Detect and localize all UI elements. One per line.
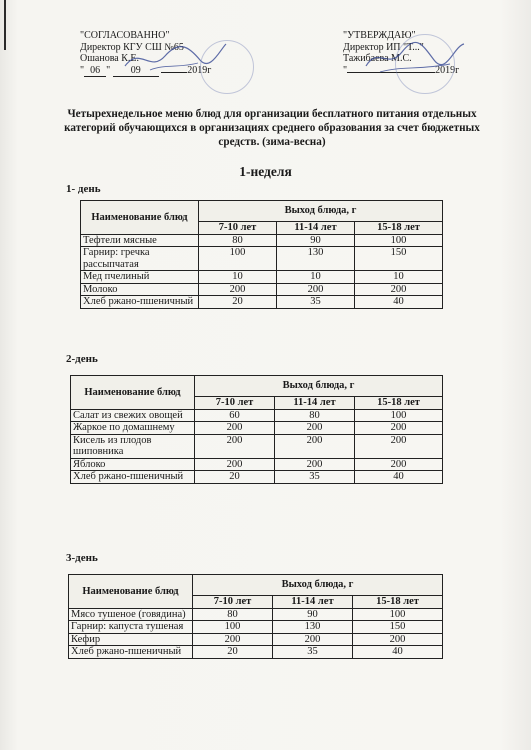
approval-right-position: Директор ИП "Т..." [343, 41, 424, 53]
portion-7-10: 60 [195, 409, 275, 422]
portion-11-14: 130 [273, 621, 353, 634]
table-row [71, 471, 443, 484]
approval-left-year: 2019г [187, 64, 212, 76]
dish-name: Жаркое по домашнему [71, 422, 195, 435]
portion-7-10: 100 [199, 247, 277, 271]
table-row [81, 296, 443, 309]
portion-15-18: 10 [355, 271, 443, 284]
dish-name: Гарнир: капуста тушеная [69, 621, 193, 634]
portion-7-10: 10 [199, 271, 277, 284]
portion-7-10: 80 [199, 234, 277, 247]
portion-15-18: 150 [353, 621, 443, 634]
header-age-11-14: 11-14 лет [273, 596, 353, 609]
stamp-seal-left [200, 40, 254, 94]
dish-name: Хлеб ржано-пшеничный [69, 646, 193, 659]
table-row [69, 633, 443, 646]
portion-15-18: 100 [355, 234, 443, 247]
menu-table-day-1 [80, 200, 443, 309]
header-age-11-14: 11-14 лет [277, 222, 355, 235]
day-label-2: 2-день [66, 353, 98, 365]
dish-name: Хлеб ржано-пшеничный [81, 296, 199, 309]
portion-7-10: 100 [193, 621, 273, 634]
portion-11-14: 35 [275, 471, 355, 484]
week-title: 1-неделя [239, 164, 292, 179]
header-dish: Наименование блюд [69, 575, 193, 609]
portion-7-10: 200 [195, 422, 275, 435]
portion-11-14: 200 [275, 422, 355, 435]
portion-7-10: 200 [199, 283, 277, 296]
portion-15-18: 200 [355, 422, 443, 435]
portion-15-18: 100 [355, 409, 443, 422]
table-row [71, 422, 443, 435]
header-age-15-18: 15-18 лет [355, 397, 443, 410]
approval-left-position: Директор КГУ СШ №65 [80, 41, 184, 53]
approval-left-date-quote-close: " [106, 64, 111, 76]
document-title: Четырехнедельное меню блюд для организации бесплатного питания отдельных категорий обучающихся в организациях среднего образования за счет бюджетных средств. (зима-весна) [64, 108, 480, 148]
portion-15-18: 40 [355, 471, 443, 484]
dish-name: Молоко [81, 283, 199, 296]
approval-left-date-day: 06 [84, 65, 106, 78]
approval-left-date-quote-open: " [80, 64, 85, 76]
dish-name: Кисель из плодов шиповника [71, 434, 195, 458]
dish-name: Мясо тушеное (говядина) [69, 608, 193, 621]
approval-right-name: Тажибаева М.С. [343, 53, 412, 64]
binder-mark [4, 0, 6, 50]
portion-11-14: 200 [275, 458, 355, 471]
stamp-seal-right [395, 34, 455, 94]
menu-table-day-3 [68, 574, 443, 659]
portion-15-18: 40 [353, 646, 443, 659]
dish-name: Яблоко [71, 458, 195, 471]
portion-11-14: 80 [275, 409, 355, 422]
portion-11-14: 200 [275, 434, 355, 458]
portion-15-18: 200 [353, 633, 443, 646]
approval-left-name: Ошанова К.Е. [80, 53, 140, 64]
approval-right-year: 2019г [435, 64, 460, 76]
dish-name: Гарнир: гречка рассыпчатая [81, 247, 199, 271]
portion-11-14: 200 [277, 283, 355, 296]
dish-name: Хлеб ржано-пшеничный [71, 471, 195, 484]
table-row [69, 646, 443, 659]
dish-name: Салат из свежих овощей [71, 409, 195, 422]
table-row [69, 621, 443, 634]
table-row [69, 608, 443, 621]
header-output: Выход блюда, г [199, 201, 443, 222]
table-row [81, 247, 443, 271]
table-row [71, 458, 443, 471]
header-output: Выход блюда, г [195, 376, 443, 397]
portion-7-10: 200 [193, 633, 273, 646]
day-label-3: 3-день [66, 552, 98, 564]
portion-7-10: 80 [193, 608, 273, 621]
portion-15-18: 40 [355, 296, 443, 309]
portion-11-14: 35 [277, 296, 355, 309]
portion-7-10: 20 [199, 296, 277, 309]
header-age-7-10: 7-10 лет [199, 222, 277, 235]
portion-11-14: 90 [277, 234, 355, 247]
portion-15-18: 200 [355, 283, 443, 296]
table-row [81, 234, 443, 247]
approval-left-heading: "СОГЛАСОВАННО" [80, 30, 170, 41]
dish-name: Тефтели мясные [81, 234, 199, 247]
table-row [71, 434, 443, 458]
portion-7-10: 200 [195, 458, 275, 471]
portion-15-18: 200 [355, 458, 443, 471]
portion-15-18: 150 [355, 247, 443, 271]
approval-right-heading: "УТВЕРЖДАЮ" [343, 30, 416, 41]
header-age-7-10: 7-10 лет [195, 397, 275, 410]
header-output: Выход блюда, г [193, 575, 443, 596]
portion-15-18: 100 [353, 608, 443, 621]
dish-name: Кефир [69, 633, 193, 646]
header-age-7-10: 7-10 лет [193, 596, 273, 609]
approval-left-date-month: 09 [113, 65, 159, 78]
portion-11-14: 200 [273, 633, 353, 646]
portion-7-10: 200 [195, 434, 275, 458]
header-age-15-18: 15-18 лет [355, 222, 443, 235]
portion-7-10: 20 [193, 646, 273, 659]
portion-11-14: 10 [277, 271, 355, 284]
header-dish: Наименование блюд [81, 201, 199, 235]
table-row [71, 409, 443, 422]
portion-11-14: 35 [273, 646, 353, 659]
menu-table-day-2 [70, 375, 443, 484]
approval-right-date-prefix: " [343, 64, 348, 76]
header-age-11-14: 11-14 лет [275, 397, 355, 410]
portion-7-10: 20 [195, 471, 275, 484]
header-age-15-18: 15-18 лет [353, 596, 443, 609]
portion-11-14: 90 [273, 608, 353, 621]
table-row [81, 283, 443, 296]
portion-11-14: 130 [277, 247, 355, 271]
dish-name: Мед пчелиный [81, 271, 199, 284]
day-label-1: 1- день [66, 183, 101, 195]
header-dish: Наименование блюд [71, 376, 195, 410]
table-row [81, 271, 443, 284]
portion-15-18: 200 [355, 434, 443, 458]
